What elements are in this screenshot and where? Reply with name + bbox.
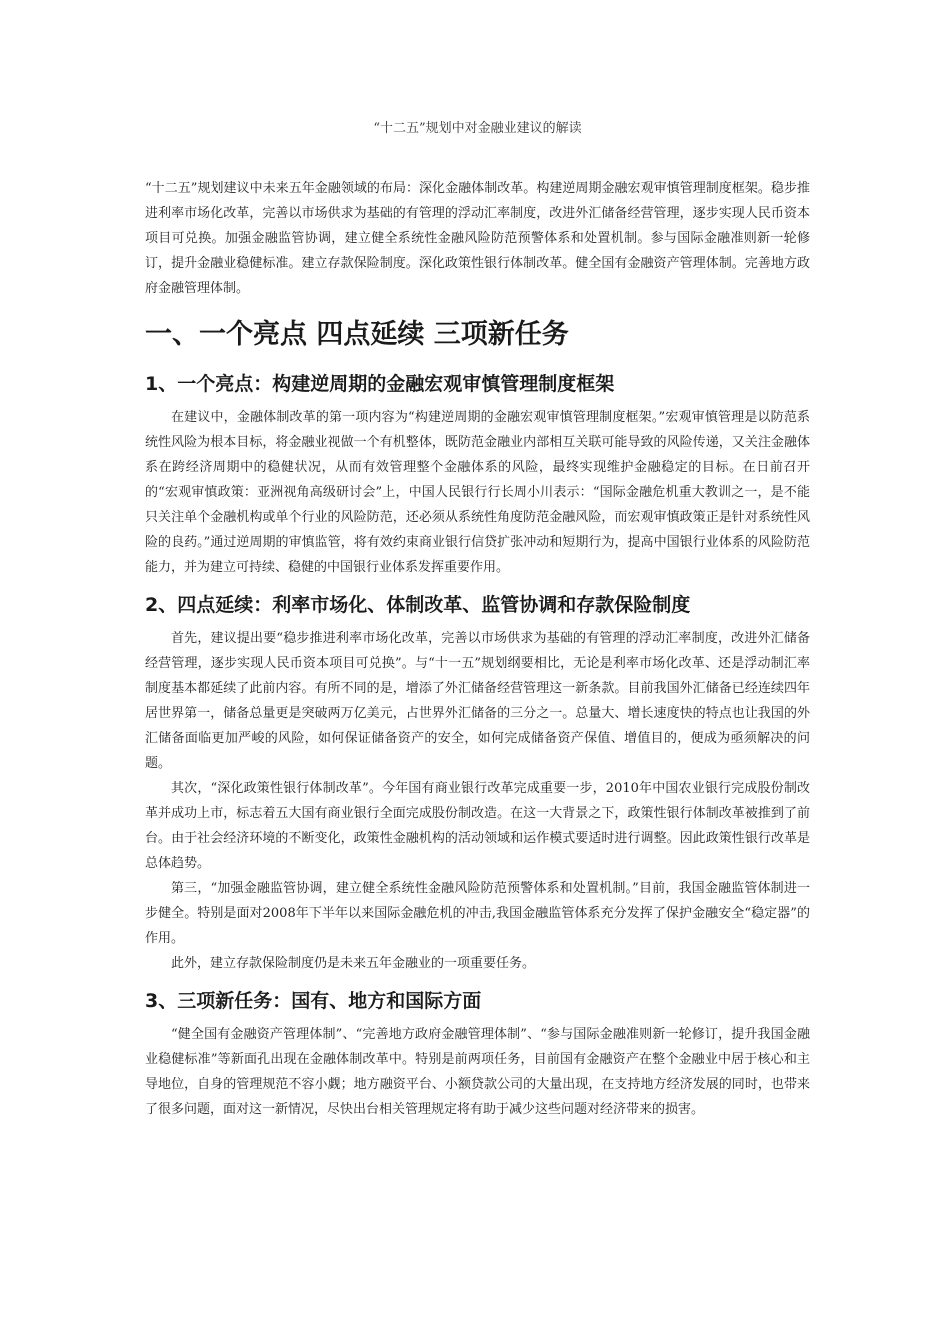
section-2-paragraph-3: 第三，“加强金融监管协调，建立健全系统性金融风险防范预警体系和处置机制。”目前，我国金融监管体制进一步健全。特别是面对2008年下半年以来国际金融危机的冲击,我国金融监管体系充分发挥了保护金融安全“稳定器”的作用。 [145,881,810,946]
section-3-heading: 3、三项新任务：国有、地方和国际方面 [145,990,482,1012]
section-1-paragraph-1: 在建议中，金融体制改革的第一项内容为“构建逆周期的金融宏观审慎管理制度框架。”宏观审慎管理是以防范系统性风险为根本目标，将金融业视做一个有机整体，既防范金融业内部相互关联可能导致的风险传递，又关注金融体系在跨经济周期中的稳健状况，从而有效管理整个金融体系的风险，最终实现维护金融稳定的目标。在日前召开的“宏观审慎政策：亚洲视角高级研讨会”上，中国人民银行行长周小川表示：“国际金融危机重大教训之一，是不能只关注单个金融机构或单个行业的风险防范，还必须从系统性角度防范金融风险，而宏观审慎政策正是针对系统性风险的良药。”通过逆周期的审慎监管，将有效约束商业银行信贷扩张冲动和短期行为，提高中国银行业体系的风险防范能力，并为建立可持续、稳健的中国银行业体系发挥重要作用。 [145,410,810,575]
section-2-heading: 2、四点延续：利率市场化、体制改革、监管协调和存款保险制度 [145,594,691,616]
section-1 [145,369,810,580]
section-2 [145,590,810,976]
section-2-paragraph-2: 其次，“深化政策性银行体制改革”。今年国有商业银行改革完成重要一步，2010年中国农业银行完成股份制改革并成功上市，标志着五大国有商业银行全面完成股份制改造。在这一大背景之下，政策性银行体制改革被推到了前台。由于社会经济环境的不断变化，政策性金融机构的活动领域和运作模式要适时进行调整。因此政策性银行改革是总体趋势。 [145,781,810,871]
main-heading: 一、一个亮点 四点延续 三项新任务 [145,319,569,350]
section-3 [145,986,810,1122]
section-2-paragraph-1: 首先，建议提出要“稳步推进利率市场化改革，完善以市场供求为基础的有管理的浮动汇率制度，改进外汇储备经营管理，逐步实现人民币资本项目可兑换”。与“十一五”规划纲要相比，无论是利率市场化改革、还是浮动制汇率制度基本都延续了此前内容。有所不同的是，增添了外汇储备经营管理这一新条款。目前我国外汇储备已经连续四年居世界第一，储备总量更是突破两万亿美元，占世界外汇储备的三分之一。总量大、增长速度快的特点也让我国的外汇储备面临更加严峻的风险，如何保证储备资产的安全，如何完成储备资产保值、增值目的，便成为亟须解决的问题。 [145,631,810,771]
section-2-paragraph-4: 此外，建立存款保险制度仍是未来五年金融业的一项重要任务。 [171,956,536,971]
section-3-paragraph-1: “健全国有金融资产管理体制”、“完善地方政府金融管理体制”、“参与国际金融准则新一轮修订，提升我国金融业稳健标准”等新面孔出现在金融体制改革中。特别是前两项任务，目前国有金融资产在整个金融业中居于核心和主导地位，自身的管理规范不容小觑；地方融资平台、小额贷款公司的大量出现，在支持地方经济发展的同时，也带来了很多问题，面对这一新情况，尽快出台相关管理规定将有助于减少这些问题对经济带来的损害。 [145,1027,810,1117]
intro-paragraph: “十二五”规划建议中未来五年金融领域的布局：深化金融体制改革。构建逆周期金融宏观审慎管理制度框架。稳步推进利率市场化改革，完善以市场供求为基础的有管理的浮动汇率制度，改进外汇储备经营管理，逐步实现人民币资本项目可兑换。加强金融监管协调，建立健全系统性金融风险防范预警体系和处置机制。参与国际金融准则新一轮修订，提升金融业稳健标准。建立存款保险制度。深化政策性银行体制改革。健全国有金融资产管理体制。完善地方政府金融管理体制。 [145,181,810,296]
document-title: “十二五”规划中对金融业建议的解读 [373,121,582,136]
document-page [145,120,810,1132]
section-1-heading: 1、一个亮点：构建逆周期的金融宏观审慎管理制度框架 [145,373,615,395]
